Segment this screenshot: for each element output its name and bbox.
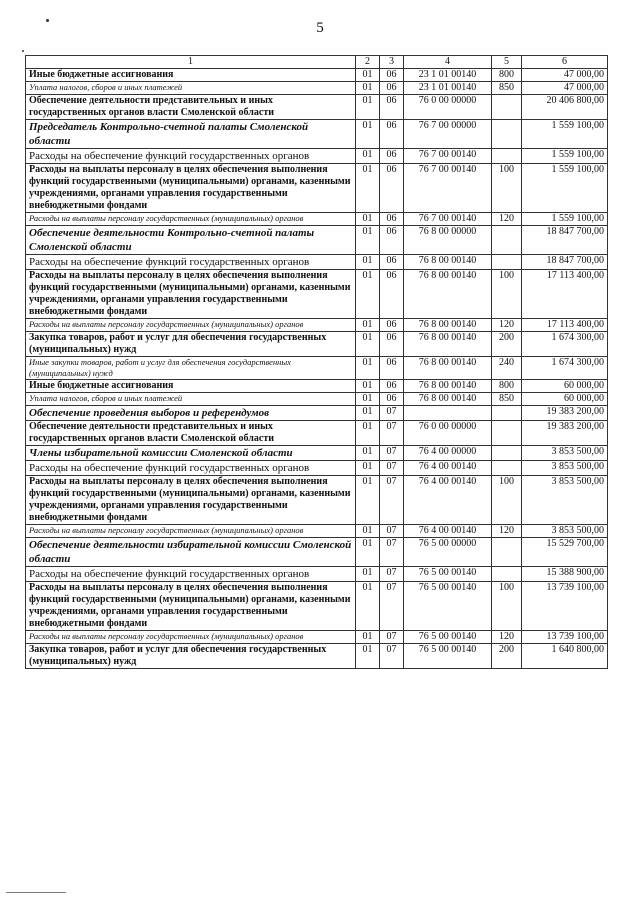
table-body	[26, 69, 608, 669]
expense-type-code	[492, 406, 522, 421]
section-code: 01	[356, 582, 380, 631]
scan-speck	[46, 19, 49, 22]
table-row	[26, 82, 608, 95]
table-row	[26, 644, 608, 669]
subsection-code: 06	[380, 332, 404, 357]
subsection-code: 07	[380, 644, 404, 669]
subsection-code: 06	[380, 69, 404, 82]
amount: 47 000,00	[522, 82, 608, 95]
amount: 1 559 100,00	[522, 164, 608, 213]
target-article-code: 76 0 00 00000	[404, 421, 492, 446]
table-row	[26, 332, 608, 357]
target-article-code: 23 1 01 00140	[404, 82, 492, 95]
amount: 3 853 500,00	[522, 446, 608, 461]
row-name: Обеспечение проведения выборов и референдумов	[26, 406, 356, 421]
row-name: Иные закупки товаров, работ и услуг для обеспечения государственных (муниципальных) нужд	[26, 357, 356, 380]
amount: 18 847 700,00	[522, 255, 608, 270]
subsection-code: 07	[380, 567, 404, 582]
amount: 13 739 100,00	[522, 631, 608, 644]
amount: 60 000,00	[522, 380, 608, 393]
subsection-code: 06	[380, 226, 404, 255]
subsection-code: 07	[380, 461, 404, 476]
row-name: Уплата налогов, сборов и иных платежей	[26, 82, 356, 95]
table-row	[26, 421, 608, 446]
subsection-code: 06	[380, 95, 404, 120]
amount: 1 559 100,00	[522, 149, 608, 164]
subsection-code: 06	[380, 82, 404, 95]
table-row	[26, 69, 608, 82]
section-code: 01	[356, 538, 380, 567]
target-article-code: 76 7 00 00000	[404, 120, 492, 149]
amount: 15 529 700,00	[522, 538, 608, 567]
expense-type-code	[492, 120, 522, 149]
section-code: 01	[356, 357, 380, 380]
table-row	[26, 446, 608, 461]
expense-type-code	[492, 461, 522, 476]
section-code: 01	[356, 406, 380, 421]
target-article-code: 76 7 00 00140	[404, 164, 492, 213]
row-name: Расходы на выплаты персоналу государственных (муниципальных) органов	[26, 213, 356, 226]
column-header: 5	[492, 56, 522, 69]
section-code: 01	[356, 461, 380, 476]
scan-edge-mark	[6, 892, 66, 893]
table-row	[26, 149, 608, 164]
table-row	[26, 319, 608, 332]
amount: 1 559 100,00	[522, 120, 608, 149]
table-row	[26, 95, 608, 120]
row-name: Расходы на обеспечение функций государственных органов	[26, 461, 356, 476]
amount: 3 853 500,00	[522, 525, 608, 538]
target-article-code: 76 4 00 00140	[404, 461, 492, 476]
section-code: 01	[356, 644, 380, 669]
row-name: Обеспечение деятельности Контрольно-счетной палаты Смоленской области	[26, 226, 356, 255]
row-name: Расходы на выплаты персоналу государственных (муниципальных) органов	[26, 525, 356, 538]
expense-type-code	[492, 567, 522, 582]
row-name: Иные бюджетные ассигнования	[26, 380, 356, 393]
amount: 1 640 800,00	[522, 644, 608, 669]
subsection-code: 06	[380, 380, 404, 393]
target-article-code: 76 8 00 00140	[404, 357, 492, 380]
section-code: 01	[356, 393, 380, 406]
section-code: 01	[356, 332, 380, 357]
table-row	[26, 164, 608, 213]
expense-type-code: 120	[492, 525, 522, 538]
section-code: 01	[356, 567, 380, 582]
section-code: 01	[356, 476, 380, 525]
target-article-code: 76 8 00 00140	[404, 332, 492, 357]
row-name: Уплата налогов, сборов и иных платежей	[26, 393, 356, 406]
table-row	[26, 567, 608, 582]
column-header: 2	[356, 56, 380, 69]
target-article-code: 76 7 00 00140	[404, 149, 492, 164]
target-article-code: 23 1 01 00140	[404, 69, 492, 82]
target-article-code: 76 4 00 00140	[404, 525, 492, 538]
subsection-code: 06	[380, 357, 404, 380]
amount: 60 000,00	[522, 393, 608, 406]
section-code: 01	[356, 149, 380, 164]
target-article-code	[404, 406, 492, 421]
amount: 47 000,00	[522, 69, 608, 82]
row-name: Закупка товаров, работ и услуг для обеспечения государственных (муниципальных) нужд	[26, 644, 356, 669]
target-article-code: 76 4 00 00140	[404, 476, 492, 525]
amount: 19 383 200,00	[522, 406, 608, 421]
amount: 13 739 100,00	[522, 582, 608, 631]
column-header: 4	[404, 56, 492, 69]
row-name: Председатель Контрольно-счетной палаты Смоленской области	[26, 120, 356, 149]
table-row	[26, 255, 608, 270]
subsection-code: 06	[380, 120, 404, 149]
section-code: 01	[356, 270, 380, 319]
amount: 3 853 500,00	[522, 461, 608, 476]
amount: 1 559 100,00	[522, 213, 608, 226]
amount: 1 674 300,00	[522, 332, 608, 357]
row-name: Расходы на выплаты персоналу государственных (муниципальных) органов	[26, 319, 356, 332]
table-row	[26, 270, 608, 319]
expense-type-code	[492, 255, 522, 270]
target-article-code: 76 8 00 00140	[404, 255, 492, 270]
section-code: 01	[356, 82, 380, 95]
amount: 17 113 400,00	[522, 319, 608, 332]
section-code: 01	[356, 380, 380, 393]
row-name: Расходы на обеспечение функций государственных органов	[26, 255, 356, 270]
target-article-code: 76 0 00 00000	[404, 95, 492, 120]
target-article-code: 76 8 00 00140	[404, 393, 492, 406]
expense-type-code	[492, 421, 522, 446]
subsection-code: 06	[380, 164, 404, 213]
table-row	[26, 357, 608, 380]
expense-type-code	[492, 446, 522, 461]
target-article-code: 76 8 00 00140	[404, 380, 492, 393]
table-row	[26, 476, 608, 525]
column-header: 1	[26, 56, 356, 69]
row-name: Расходы на выплаты персоналу в целях обеспечения выполнения функций государственными (муниципальными) органами, казенными учреждениями, органами управления государственными внебюджетными фондами	[26, 582, 356, 631]
row-name: Расходы на выплаты персоналу в целях обеспечения выполнения функций государственными (муниципальными) органами, казенными учреждениями, органами управления государственными внебюджетными фондами	[26, 270, 356, 319]
row-name: Закупка товаров, работ и услуг для обеспечения государственных (муниципальных) нужд	[26, 332, 356, 357]
target-article-code: 76 5 00 00140	[404, 644, 492, 669]
expense-type-code: 100	[492, 476, 522, 525]
expense-type-code: 120	[492, 213, 522, 226]
table-row	[26, 406, 608, 421]
expense-type-code	[492, 95, 522, 120]
row-name: Обеспечение деятельности представительных и иных государственных органов власти Смоленской области	[26, 421, 356, 446]
column-number-row	[26, 56, 608, 69]
amount: 18 847 700,00	[522, 226, 608, 255]
expense-type-code: 200	[492, 644, 522, 669]
amount: 1 674 300,00	[522, 357, 608, 380]
target-article-code: 76 5 00 00140	[404, 582, 492, 631]
subsection-code: 07	[380, 525, 404, 538]
target-article-code: 76 5 00 00140	[404, 567, 492, 582]
section-code: 01	[356, 226, 380, 255]
section-code: 01	[356, 213, 380, 226]
section-code: 01	[356, 69, 380, 82]
column-header: 3	[380, 56, 404, 69]
subsection-code: 06	[380, 149, 404, 164]
row-name: Обеспечение деятельности представительных и иных государственных органов власти Смоленской области	[26, 95, 356, 120]
amount: 17 113 400,00	[522, 270, 608, 319]
row-name: Расходы на выплаты персоналу государственных (муниципальных) органов	[26, 631, 356, 644]
row-name: Расходы на выплаты персоналу в целях обеспечения выполнения функций государственными (муниципальными) органами, казенными учреждениями, органами управления государственными внебюджетными фондами	[26, 164, 356, 213]
subsection-code: 07	[380, 446, 404, 461]
section-code: 01	[356, 164, 380, 213]
table-row	[26, 582, 608, 631]
expense-type-code: 800	[492, 69, 522, 82]
section-code: 01	[356, 319, 380, 332]
expense-type-code	[492, 226, 522, 255]
expense-type-code: 100	[492, 270, 522, 319]
target-article-code: 76 4 00 00000	[404, 446, 492, 461]
table-row	[26, 393, 608, 406]
expense-type-code: 200	[492, 332, 522, 357]
table-row	[26, 213, 608, 226]
section-code: 01	[356, 95, 380, 120]
target-article-code: 76 5 00 00000	[404, 538, 492, 567]
subsection-code: 07	[380, 406, 404, 421]
expense-type-code: 850	[492, 393, 522, 406]
amount: 15 388 900,00	[522, 567, 608, 582]
row-name: Расходы на обеспечение функций государственных органов	[26, 567, 356, 582]
expense-type-code: 240	[492, 357, 522, 380]
expense-type-code: 100	[492, 582, 522, 631]
expense-type-code: 120	[492, 631, 522, 644]
subsection-code: 07	[380, 582, 404, 631]
row-name: Иные бюджетные ассигнования	[26, 69, 356, 82]
table-row	[26, 538, 608, 567]
subsection-code: 07	[380, 421, 404, 446]
expense-type-code: 120	[492, 319, 522, 332]
table-row	[26, 120, 608, 149]
target-article-code: 76 7 00 00140	[404, 213, 492, 226]
section-code: 01	[356, 120, 380, 149]
target-article-code: 76 8 00 00140	[404, 270, 492, 319]
expense-type-code: 850	[492, 82, 522, 95]
table-row	[26, 631, 608, 644]
expense-type-code: 800	[492, 380, 522, 393]
section-code: 01	[356, 525, 380, 538]
section-code: 01	[356, 255, 380, 270]
target-article-code: 76 8 00 00000	[404, 226, 492, 255]
subsection-code: 07	[380, 476, 404, 525]
subsection-code: 06	[380, 255, 404, 270]
table-row	[26, 461, 608, 476]
scan-speck	[22, 50, 24, 52]
expense-type-code	[492, 149, 522, 164]
subsection-code: 06	[380, 319, 404, 332]
section-code: 01	[356, 421, 380, 446]
target-article-code: 76 5 00 00140	[404, 631, 492, 644]
table-row	[26, 525, 608, 538]
amount: 3 853 500,00	[522, 476, 608, 525]
row-name: Обеспечение деятельности избирательной комиссии Смоленской области	[26, 538, 356, 567]
column-header: 6	[522, 56, 608, 69]
subsection-code: 07	[380, 538, 404, 567]
expense-type-code	[492, 538, 522, 567]
amount: 20 406 800,00	[522, 95, 608, 120]
row-name: Члены избирательной комиссии Смоленской области	[26, 446, 356, 461]
page-number: 5	[316, 20, 324, 36]
table-row	[26, 380, 608, 393]
section-code: 01	[356, 631, 380, 644]
table-row	[26, 226, 608, 255]
row-name: Расходы на обеспечение функций государственных органов	[26, 149, 356, 164]
subsection-code: 06	[380, 213, 404, 226]
expense-type-code: 100	[492, 164, 522, 213]
section-code: 01	[356, 446, 380, 461]
amount: 19 383 200,00	[522, 421, 608, 446]
budget-table	[25, 55, 608, 669]
subsection-code: 06	[380, 270, 404, 319]
target-article-code: 76 8 00 00140	[404, 319, 492, 332]
subsection-code: 07	[380, 631, 404, 644]
row-name: Расходы на выплаты персоналу в целях обеспечения выполнения функций государственными (муниципальными) органами, казенными учреждениями, органами управления государственными внебюджетными фондами	[26, 476, 356, 525]
subsection-code: 06	[380, 393, 404, 406]
